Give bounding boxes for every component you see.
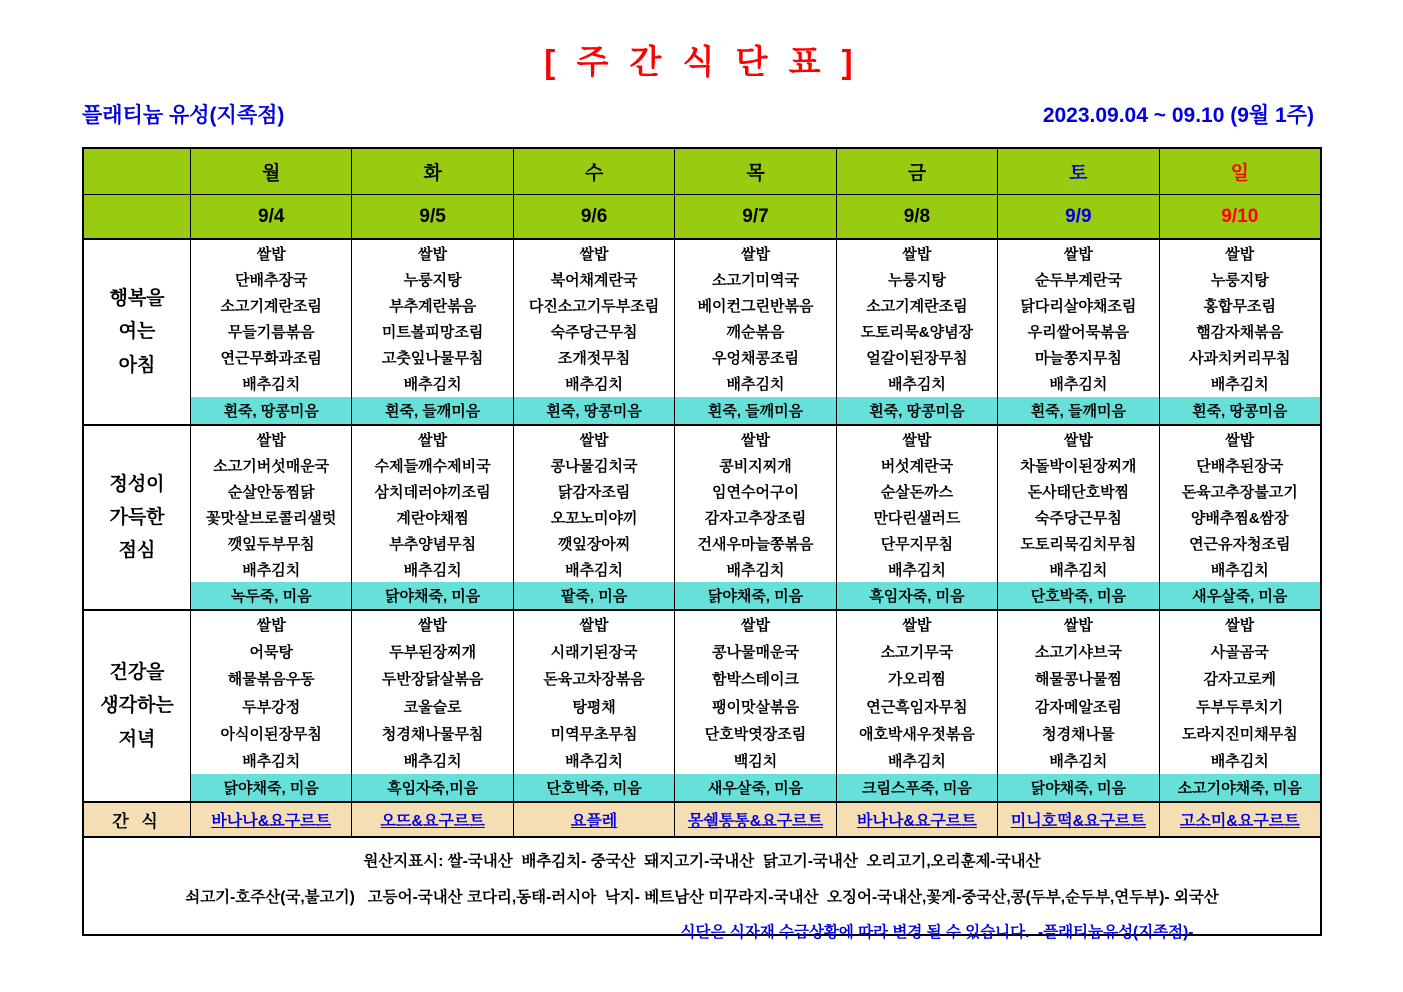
- menu-cell: [836, 240, 997, 424]
- menu-item: 어묵탕: [249, 644, 293, 662]
- snack-item: 오뜨&요구르트: [380, 813, 485, 830]
- day-header-cell: 일: [1159, 149, 1320, 194]
- menu-item: 북어채계란국: [550, 271, 638, 289]
- menu-item: 쌀밥: [902, 617, 932, 635]
- menu-item: 만다린샐러드: [873, 509, 961, 527]
- menu-item: 양배추찜&쌈장: [1190, 509, 1289, 527]
- snack-row: [84, 801, 1320, 836]
- section-label-line: 생각하는: [100, 695, 174, 717]
- menu-item: 단배추장국: [234, 271, 308, 289]
- day-header-cell: 금: [836, 149, 997, 194]
- menu-item: 청경채나물: [1042, 725, 1115, 743]
- menu-item: 도토리묵&양념장: [860, 324, 974, 342]
- snack-item: 고소미&요구르트: [1179, 813, 1300, 830]
- menu-item: 돈사태단호박찜: [1027, 483, 1130, 501]
- subheader: [82, 99, 1322, 129]
- menu-item: 단배추된장국: [1196, 457, 1284, 475]
- menu-cell: [513, 240, 674, 424]
- menu-item: 배추김치: [403, 561, 462, 579]
- menu-cell: [190, 426, 351, 609]
- menu-item: 배추김치: [887, 561, 946, 579]
- menu-item: 쌀밥: [1063, 245, 1093, 263]
- porridge-row: 새우살죽, 미음: [1160, 582, 1320, 609]
- menu-item: 얼갈이된장무침: [866, 350, 968, 368]
- menu-item: 해물콩나물찜: [1034, 671, 1122, 689]
- menu-item: 소고기버섯매운국: [213, 457, 330, 475]
- snack-item: 바나나&요구르트: [211, 813, 332, 830]
- menu-cell: [190, 611, 351, 801]
- menu-item: 마늘쫑지무침: [1034, 350, 1122, 368]
- menu-item: 쌀밥: [902, 245, 932, 263]
- menu-item: 연근무화과조림: [220, 350, 322, 368]
- corner-cell: [84, 195, 190, 238]
- origin-line-1: 원산지표시: 쌀-국내산 배추김치- 중국산 돼지고기-국내산 닭고기-국내산 오리고기,오리훈제-국내산: [363, 853, 1041, 870]
- porridge-row: 흰죽, 들깨미음: [675, 397, 835, 424]
- menu-item: 연근유자청조림: [1189, 535, 1291, 553]
- menu-item: 배추김치: [726, 376, 785, 394]
- menu-cell: [513, 611, 674, 801]
- menu-item: 소고기무국: [880, 644, 954, 662]
- section-label-line: 저녁: [118, 728, 156, 750]
- menu-item: 배추김치: [242, 561, 301, 579]
- day-header-cell: 토: [997, 149, 1158, 194]
- menu-item: 조개젓무침: [557, 350, 631, 368]
- menu-item: 오꼬노미야끼: [550, 509, 638, 527]
- menu-item: 쌀밥: [1225, 245, 1255, 263]
- menu-item: 홍합무조림: [1203, 297, 1276, 315]
- date-header-cell: 9/4: [190, 195, 351, 238]
- menu-cell: [836, 426, 997, 609]
- menu-item: 무들기름볶음: [227, 324, 315, 342]
- porridge-row: 흰죽, 들깨미음: [998, 397, 1158, 424]
- menu-item: 배추김치: [1210, 561, 1269, 579]
- menu-item: 사골곰국: [1210, 644, 1269, 662]
- menu-item: 깻잎두부무침: [227, 535, 315, 553]
- menu-item: 감자고추장조림: [704, 509, 807, 527]
- menu-item: 다진소고기두부조림: [528, 297, 660, 315]
- snack-item: 미니호떡&요구르트: [1010, 813, 1146, 830]
- menu-item: 해물볶음우동: [227, 671, 315, 689]
- section-label-line: 여는: [118, 321, 156, 343]
- menu-item: 소고기미역국: [712, 271, 799, 289]
- menu-item: 배추김치: [1049, 561, 1108, 579]
- menu-cell: [674, 611, 835, 801]
- menu-item: 우리쌀어묵볶음: [1027, 324, 1130, 342]
- menu-item: 두부된장찌개: [389, 644, 477, 662]
- menu-item: 감자고로케: [1203, 671, 1276, 689]
- menu-item: 팽이맛살볶음: [712, 698, 799, 716]
- day-header-cell: 수: [513, 149, 674, 194]
- day-header-cell: 월: [190, 149, 351, 194]
- menu-item: 미역무초무침: [550, 725, 638, 743]
- menu-item: 소고기샤브국: [1034, 644, 1122, 662]
- porridge-row: 닭야채죽, 미음: [998, 774, 1158, 801]
- porridge-row: 크림스푸죽, 미음: [837, 774, 997, 801]
- menu-item: 배추김치: [403, 752, 462, 770]
- porridge-row: 흑임자죽,미음: [352, 774, 512, 801]
- menu-item: 쌀밥: [579, 431, 609, 449]
- porridge-row: 흰죽, 땅콩미음: [837, 397, 997, 424]
- menu-cell: [190, 240, 351, 424]
- menu-item: 배추김치: [887, 752, 946, 770]
- section-lunch: [84, 424, 1320, 609]
- origin-info-footer: [84, 836, 1320, 941]
- menu-cell: [674, 426, 835, 609]
- menu-item: 배추김치: [726, 561, 785, 579]
- menu-cell: [997, 611, 1158, 801]
- menu-item: 아식이된장무침: [220, 725, 322, 743]
- menu-item: 배추김치: [1210, 376, 1269, 394]
- menu-cell: [1159, 426, 1320, 609]
- menu-item: 쌀밥: [1225, 431, 1255, 449]
- menu-item: 시래기된장국: [550, 644, 638, 662]
- menu-item: 숙주당근무침: [1034, 509, 1122, 527]
- menu-cell: [351, 611, 512, 801]
- menu-item: 돈육고추장불고기: [1181, 483, 1298, 501]
- menu-item: 배추김치: [242, 752, 301, 770]
- menu-item: 꽃맛살브로콜리샐럿: [206, 509, 337, 527]
- menu-item: 건새우마늘쫑볶음: [697, 535, 814, 553]
- menu-item: 차돌박이된장찌개: [1020, 457, 1137, 475]
- menu-item: 버섯계란국: [880, 457, 954, 475]
- menu-cell: [674, 240, 835, 424]
- date-header-cell: 9/7: [674, 195, 835, 238]
- menu-item: 숙주당근무침: [550, 324, 638, 342]
- section-label-line: 정성이: [109, 473, 165, 495]
- date-header-cell: 9/5: [351, 195, 512, 238]
- menu-cell: [351, 240, 512, 424]
- section-label-breakfast: [84, 240, 190, 424]
- menu-cell: [997, 426, 1158, 609]
- menu-item: 누룽지탕: [403, 271, 462, 289]
- menu-cell: [1159, 240, 1320, 424]
- menu-item: 콩나물매운국: [712, 644, 799, 662]
- snack-item: 몽쉘통통&요구르트: [687, 813, 824, 830]
- date-header-cell: 9/9: [997, 195, 1158, 238]
- menu-cell: [836, 611, 997, 801]
- menu-item: 돈육고차장볶음: [543, 671, 645, 689]
- menu-item: 쌀밥: [256, 245, 286, 263]
- menu-item: 배추김치: [1049, 752, 1108, 770]
- menu-item: 도라지진미채무침: [1181, 725, 1298, 743]
- menu-item: 쌀밥: [741, 617, 770, 635]
- menu-item: 순두부계란국: [1034, 271, 1122, 289]
- corner-cell: [84, 149, 190, 194]
- menu-item: 부추계란볶음: [389, 297, 477, 315]
- porridge-row: 팥죽, 미음: [514, 582, 674, 609]
- menu-item: 누룽지탕: [1210, 271, 1269, 289]
- snack-label: 간 식: [112, 812, 162, 831]
- section-breakfast: [84, 238, 1320, 424]
- menu-item: 콩비지찌개: [719, 457, 792, 475]
- menu-item: 쌀밥: [418, 431, 448, 449]
- menu-item: 함박스테이크: [712, 671, 799, 689]
- menu-item: 쌀밥: [579, 245, 609, 263]
- menu-item: 쌀밥: [418, 617, 448, 635]
- date-header-cell: 9/10: [1159, 195, 1320, 238]
- menu-item: 소고기계란조림: [220, 297, 322, 315]
- section-label-line: 점심: [118, 540, 156, 562]
- menu-item: 소고기계란조림: [866, 297, 968, 315]
- porridge-row: 단호박죽, 미음: [514, 774, 674, 801]
- menu-item: 누룽지탕: [887, 271, 946, 289]
- menu-item: 단호박엿장조림: [704, 725, 807, 743]
- porridge-row: 닭야채죽, 미음: [191, 774, 351, 801]
- menu-item: 햄감자채볶음: [1196, 324, 1284, 342]
- menu-item: 배추김치: [565, 561, 624, 579]
- menu-cell: [997, 240, 1158, 424]
- section-label-dinner: [84, 611, 190, 801]
- porridge-row: 흰죽, 땅콩미음: [1160, 397, 1320, 424]
- menu-item: 순살안동찜닭: [227, 483, 315, 501]
- date-range: 2023.09.04 ~ 09.10 (9월 1주): [1042, 104, 1314, 127]
- date-header-cell: 9/6: [513, 195, 674, 238]
- menu-item: 우엉채콩조림: [712, 350, 799, 368]
- section-label-line: 행복을: [109, 288, 165, 310]
- section-label-line: 아침: [118, 354, 156, 376]
- page-title: [ 주 간 식 단 표 ]: [544, 43, 859, 80]
- menu-item: 삼치데러야끼조림: [374, 483, 491, 501]
- porridge-row: 녹두죽, 미음: [191, 582, 351, 609]
- menu-item: 배추김치: [1049, 376, 1108, 394]
- menu-item: 애호박새우젓볶음: [858, 725, 975, 743]
- menu-item: 임연수어구이: [712, 483, 799, 501]
- menu-item: 두부강정: [242, 698, 301, 716]
- menu-item: 쌀밥: [256, 617, 286, 635]
- menu-item: 쌀밥: [256, 431, 286, 449]
- menu-item: 고춧잎나물무침: [381, 350, 484, 368]
- date-header-cell: 9/8: [836, 195, 997, 238]
- menu-item: 탕평채: [572, 698, 616, 716]
- porridge-row: 단호박죽, 미음: [998, 582, 1158, 609]
- porridge-row: 흰죽, 땅콩미음: [514, 397, 674, 424]
- menu-cell: [1159, 611, 1320, 801]
- day-header-cell: 화: [351, 149, 512, 194]
- porridge-row: 닭야채죽, 미음: [675, 582, 835, 609]
- menu-item: 배추김치: [565, 376, 624, 394]
- origin-line-2: 쇠고기-호주산(국,불고기) 고등어-국내산 코다리,동태-러시아 낙지- 베트남산 미꾸라지-국내산 오징어-국내산,꽃게-중국산,콩(두부,순두부,연두부)- 외국산: [185, 889, 1219, 906]
- menu-item: 가오리찜: [887, 671, 946, 689]
- snack-item: 바나나&요구르트: [857, 813, 977, 830]
- menu-change-notice: 식단은 식자재 수급상황에 따라 변경 될 수 있습니다. -플래티늄유성(지족점)-: [680, 924, 1194, 941]
- menu-item: 콩나물김치국: [550, 457, 638, 475]
- porridge-row: 흑임자죽, 미음: [837, 582, 997, 609]
- menu-table: [82, 147, 1322, 941]
- snack-item: 요플레: [570, 813, 618, 830]
- menu-item: 단무지무침: [880, 535, 954, 553]
- menu-item: 배추김치: [242, 376, 301, 394]
- menu-item: 코울슬로: [403, 698, 462, 716]
- menu-item: 쌀밥: [741, 245, 770, 263]
- porridge-row: 닭야채죽, 미음: [352, 582, 512, 609]
- section-label-lunch: [84, 426, 190, 609]
- menu-item: 사과치커리무침: [1189, 350, 1291, 368]
- menu-item: 청경채나물무침: [381, 725, 484, 743]
- menu-item: 순살돈까스: [880, 483, 954, 501]
- menu-item: 도토리묵김치무침: [1020, 535, 1137, 553]
- menu-item: 쌀밥: [741, 431, 770, 449]
- day-header-row: [84, 149, 1320, 194]
- porridge-row: 흰죽, 땅콩미음: [191, 397, 351, 424]
- menu-item: 배추김치: [887, 376, 946, 394]
- menu-item: 배추김치: [565, 752, 624, 770]
- menu-cell: [513, 426, 674, 609]
- menu-item: 두반장닭살볶음: [381, 671, 484, 689]
- menu-item: 닭다리살야채조림: [1020, 297, 1137, 315]
- menu-item: 배추김치: [1210, 752, 1269, 770]
- section-label-line: 가득한: [109, 506, 165, 528]
- menu-item: 쌀밥: [1063, 431, 1093, 449]
- menu-item: 감자메알조림: [1034, 698, 1122, 716]
- menu-item: 쌀밥: [579, 617, 609, 635]
- porridge-row: 소고기야채죽, 미음: [1160, 774, 1320, 801]
- store-name: 플래티늄 유성(지족점): [82, 104, 285, 127]
- menu-item: 부추양념무침: [389, 535, 477, 553]
- menu-item: 수제들깨수제비국: [374, 457, 491, 475]
- menu-item: 배추김치: [403, 376, 462, 394]
- menu-item: 깻잎장아찌: [557, 535, 631, 553]
- menu-item: 두부두루치기: [1196, 698, 1284, 716]
- menu-item: 깨순볶음: [726, 324, 785, 342]
- porridge-row: 흰죽, 들깨미음: [352, 397, 512, 424]
- menu-item: 연근흑임자무침: [866, 698, 968, 716]
- menu-item: 백김치: [733, 752, 778, 770]
- menu-item: 쌀밥: [1063, 617, 1093, 635]
- menu-item: 미트볼피망조림: [381, 324, 484, 342]
- menu-cell: [351, 426, 512, 609]
- section-label-line: 건강을: [109, 662, 165, 684]
- menu-item: 베이컨그린반볶음: [697, 297, 814, 315]
- menu-item: 쌀밥: [902, 431, 932, 449]
- menu-item: 닭감자조림: [557, 483, 631, 501]
- day-header-cell: 목: [674, 149, 835, 194]
- menu-item: 쌀밥: [418, 245, 448, 263]
- porridge-row: 새우살죽, 미음: [675, 774, 835, 801]
- menu-item: 쌀밥: [1225, 617, 1255, 635]
- section-dinner: [84, 609, 1320, 801]
- menu-item: 계란야채찜: [396, 509, 469, 527]
- date-header-row: [84, 194, 1320, 238]
